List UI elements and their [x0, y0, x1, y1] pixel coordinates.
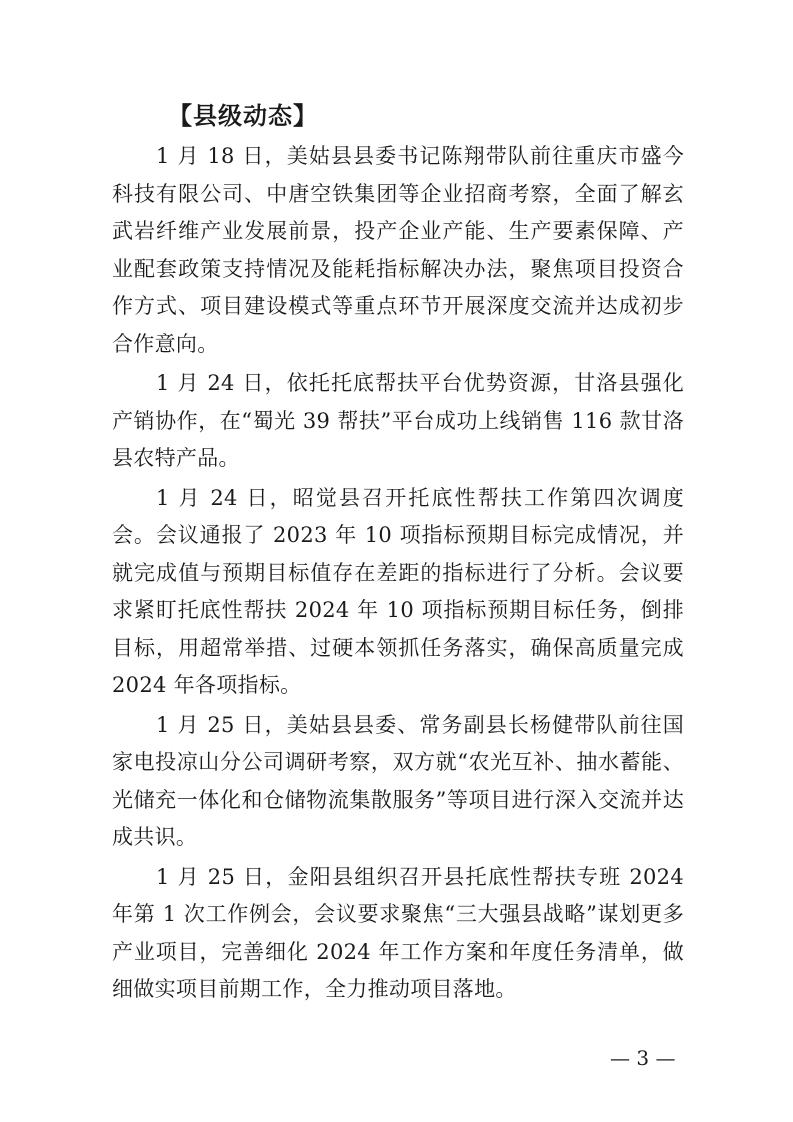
document-body: [112, 96, 684, 1011]
news-paragraph-ganluo-sales: 1 月 24 日，依托托底帮扶平台优势资源，甘洛县强化产销协作，在“蜀光 39 帮扶”平台成功上线销售 116 款甘洛县农特产品。: [112, 371, 684, 470]
news-paragraph-meigu-chongqing: 1 月 18 日，美姑县县委书记陈翔带队前往重庆市盛今科技有限公司、中唐空铁集团等企业招商考察，全面了解玄武岩纤维产业发展前景，投产企业产能、生产要素保障、产业配套政策支持情况及能耗指标解决办法，聚焦项目投资合作方式、项目建设模式等重点环节开展深度交流并达成初步合作意向。: [112, 144, 684, 356]
news-paragraph-jinyang-meeting: 1 月 25 日，金阳县组织召开县托底性帮扶专班 2024 年第 1 次工作例会，会议要求聚焦“三大强县战略”谋划更多产业项目，完善细化 2024 年工作方案和年度任务清单，做细做实项目前期工作，全力推动项目落地。: [112, 864, 684, 1001]
news-paragraph-zhaojue-meeting: 1 月 24 日，昭觉县召开托底性帮扶工作第四次调度会。会议通报了 2023 年 10 项指标预期目标完成情况，并就完成值与预期目标值存在差距的指标进行了分析。会议要求紧盯托底性帮扶 2024 年 10 项指标预期目标任务，倒排目标，用超常举措、过硬本领抓任务落实，确保高质量完成 2024 年各项指标。: [112, 485, 684, 697]
section-heading: 【县级动态】: [168, 102, 318, 130]
page-number: — 3 —: [610, 1046, 676, 1070]
news-paragraph-meigu-spic: 1 月 25 日，美姑县县委、常务副县长杨健带队前往国家电投凉山分公司调研考察，双方就“农光互补、抽水蓄能、光储充一体化和仓储物流集散服务”等项目进行深入交流并达成共识。: [112, 712, 684, 849]
